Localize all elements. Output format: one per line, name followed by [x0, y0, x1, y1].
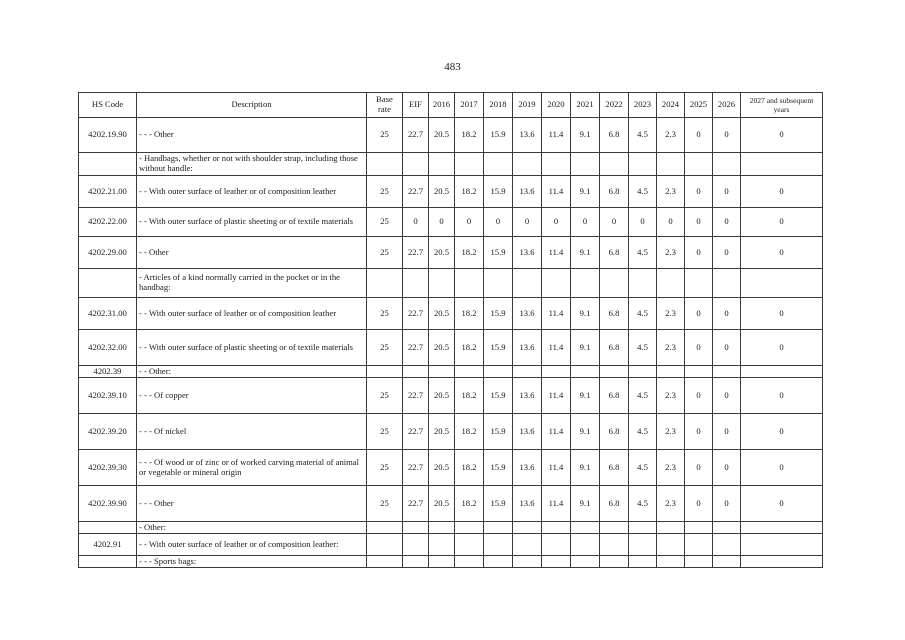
rate-cell: 20.5: [429, 237, 455, 269]
hs-code-cell: 4202.22.00: [79, 208, 137, 237]
rate-cell: 25: [367, 414, 403, 450]
rate-cell: [429, 269, 455, 298]
column-header: Description: [137, 93, 367, 118]
column-header: 2024: [657, 93, 685, 118]
description-cell: - Articles of a kind normally carried in the pocket or in the handbag:: [137, 269, 367, 298]
rate-cell: 0: [713, 486, 741, 522]
table-row: [79, 414, 823, 450]
column-header: 2016: [429, 93, 455, 118]
rate-cell: [513, 269, 542, 298]
rate-cell: 4.5: [629, 298, 657, 330]
rate-cell: [403, 556, 429, 568]
rate-cell: 4.5: [629, 237, 657, 269]
rate-cell: 11.4: [542, 237, 571, 269]
rate-cell: 6.8: [600, 298, 629, 330]
table-row: [79, 330, 823, 366]
hs-code-cell: 4202.39.20: [79, 414, 137, 450]
column-header: 2022: [600, 93, 629, 118]
rate-cell: 0: [713, 208, 741, 237]
rate-cell: [657, 366, 685, 378]
rate-cell: 0: [657, 208, 685, 237]
rate-cell: 25: [367, 176, 403, 208]
table-row: [79, 556, 823, 568]
rate-cell: [657, 153, 685, 176]
rate-cell: 20.5: [429, 330, 455, 366]
column-header: 2027 and subsequent years: [741, 93, 823, 118]
rate-cell: 6.8: [600, 176, 629, 208]
rate-cell: 20.5: [429, 176, 455, 208]
rate-cell: 0: [484, 208, 513, 237]
rate-cell: 15.9: [484, 330, 513, 366]
rate-cell: [484, 153, 513, 176]
column-header: 2023: [629, 93, 657, 118]
rate-cell: 0: [713, 176, 741, 208]
rate-cell: 4.5: [629, 486, 657, 522]
rate-cell: 9.1: [571, 237, 600, 269]
rate-cell: 11.4: [542, 378, 571, 414]
rate-cell: 0: [713, 298, 741, 330]
rate-cell: 15.9: [484, 378, 513, 414]
rate-cell: 6.8: [600, 414, 629, 450]
hs-code-cell: [79, 556, 137, 568]
rate-cell: 25: [367, 298, 403, 330]
rate-cell: 13.6: [513, 378, 542, 414]
rate-cell: [542, 522, 571, 534]
rate-cell: 22.7: [403, 118, 429, 153]
rate-cell: 18.2: [455, 414, 484, 450]
rate-cell: 0: [713, 330, 741, 366]
rate-cell: 0: [741, 208, 823, 237]
rate-cell: [367, 522, 403, 534]
rate-cell: 11.4: [542, 450, 571, 486]
column-header: 2020: [542, 93, 571, 118]
rate-cell: [741, 366, 823, 378]
rate-cell: 11.4: [542, 176, 571, 208]
rate-cell: 2.3: [657, 237, 685, 269]
rate-cell: 6.8: [600, 378, 629, 414]
hs-code-cell: 4202.39.30: [79, 450, 137, 486]
rate-cell: 18.2: [455, 176, 484, 208]
rate-cell: 0: [741, 378, 823, 414]
rate-cell: [455, 556, 484, 568]
rate-cell: 2.3: [657, 486, 685, 522]
rate-cell: 0: [685, 208, 713, 237]
rate-cell: [455, 522, 484, 534]
rate-cell: 6.8: [600, 450, 629, 486]
rate-cell: [403, 269, 429, 298]
rate-cell: 13.6: [513, 486, 542, 522]
rate-cell: [455, 534, 484, 556]
rate-cell: 9.1: [571, 378, 600, 414]
description-cell: - - - Sports bags:: [137, 556, 367, 568]
rate-cell: [600, 269, 629, 298]
rate-cell: 6.8: [600, 486, 629, 522]
rate-cell: 20.5: [429, 118, 455, 153]
rate-cell: [513, 366, 542, 378]
rate-cell: 0: [542, 208, 571, 237]
table-row: [79, 153, 823, 176]
rate-cell: 0: [685, 118, 713, 153]
table-row: [79, 298, 823, 330]
rate-cell: 9.1: [571, 330, 600, 366]
table-row: [79, 269, 823, 298]
rate-cell: [657, 269, 685, 298]
hs-code-cell: 4202.29.00: [79, 237, 137, 269]
rate-cell: 20.5: [429, 298, 455, 330]
description-cell: - - With outer surface of plastic sheeting or of textile materials: [137, 330, 367, 366]
rate-cell: 13.6: [513, 450, 542, 486]
rate-cell: 20.5: [429, 378, 455, 414]
hs-code-cell: 4202.19.90: [79, 118, 137, 153]
rate-cell: [629, 153, 657, 176]
hs-code-cell: 4202.21.00: [79, 176, 137, 208]
rate-cell: [713, 269, 741, 298]
rate-cell: [713, 556, 741, 568]
table-row: [79, 534, 823, 556]
hs-code-cell: 4202.39: [79, 366, 137, 378]
table-row: [79, 450, 823, 486]
rate-cell: [542, 153, 571, 176]
page-number: 483: [444, 61, 461, 73]
rate-cell: 6.8: [600, 330, 629, 366]
rate-cell: [741, 556, 823, 568]
rate-cell: 13.6: [513, 176, 542, 208]
rate-cell: 18.2: [455, 378, 484, 414]
rate-cell: 25: [367, 208, 403, 237]
rate-cell: [713, 153, 741, 176]
rate-cell: [403, 522, 429, 534]
rate-cell: 22.7: [403, 330, 429, 366]
description-cell: - Other:: [137, 522, 367, 534]
rate-cell: [367, 366, 403, 378]
rate-cell: 0: [600, 208, 629, 237]
rate-cell: [513, 534, 542, 556]
rate-cell: 2.3: [657, 176, 685, 208]
rate-cell: 15.9: [484, 237, 513, 269]
rate-cell: [685, 269, 713, 298]
rate-cell: 18.2: [455, 486, 484, 522]
hs-code-cell: 4202.39.90: [79, 486, 137, 522]
rate-cell: [367, 153, 403, 176]
description-cell: - - - Of copper: [137, 378, 367, 414]
table-row: [79, 366, 823, 378]
rate-cell: 22.7: [403, 298, 429, 330]
rate-cell: 13.6: [513, 298, 542, 330]
rate-cell: [367, 534, 403, 556]
rate-cell: 20.5: [429, 414, 455, 450]
rate-cell: [403, 534, 429, 556]
rate-cell: [685, 366, 713, 378]
rate-cell: 9.1: [571, 486, 600, 522]
rate-cell: 0: [741, 486, 823, 522]
rate-cell: 0: [741, 118, 823, 153]
rate-cell: 25: [367, 237, 403, 269]
rate-cell: [741, 153, 823, 176]
rate-cell: 0: [713, 414, 741, 450]
hs-code-cell: [79, 269, 137, 298]
rate-cell: [571, 556, 600, 568]
rate-cell: [629, 534, 657, 556]
table-row: [79, 486, 823, 522]
rate-cell: 20.5: [429, 486, 455, 522]
rate-cell: [713, 522, 741, 534]
description-cell: - - - Of nickel: [137, 414, 367, 450]
hs-code-cell: 4202.39.10: [79, 378, 137, 414]
rate-cell: [600, 366, 629, 378]
rate-cell: 0: [741, 298, 823, 330]
table-row: [79, 378, 823, 414]
rate-cell: [685, 522, 713, 534]
rate-cell: 4.5: [629, 176, 657, 208]
rate-cell: 2.3: [657, 298, 685, 330]
rate-cell: 11.4: [542, 414, 571, 450]
rate-cell: [513, 522, 542, 534]
rate-cell: [513, 153, 542, 176]
rate-cell: [741, 534, 823, 556]
rate-cell: [629, 366, 657, 378]
tariff-schedule-table: [78, 92, 823, 568]
rate-cell: [403, 153, 429, 176]
rate-cell: [429, 153, 455, 176]
rate-cell: 0: [741, 414, 823, 450]
rate-cell: 25: [367, 330, 403, 366]
rate-cell: 15.9: [484, 118, 513, 153]
rate-cell: [455, 269, 484, 298]
rate-cell: 0: [685, 486, 713, 522]
hs-code-cell: [79, 522, 137, 534]
table-body: [79, 118, 823, 568]
column-header: Base rate: [367, 93, 403, 118]
rate-cell: 4.5: [629, 378, 657, 414]
rate-cell: 20.5: [429, 450, 455, 486]
rate-cell: [685, 153, 713, 176]
rate-cell: [600, 153, 629, 176]
column-header: 2017: [455, 93, 484, 118]
rate-cell: 4.5: [629, 414, 657, 450]
rate-cell: 2.3: [657, 378, 685, 414]
rate-cell: 0: [685, 414, 713, 450]
rate-cell: 0: [713, 118, 741, 153]
column-header: 2021: [571, 93, 600, 118]
description-cell: - - Other:: [137, 366, 367, 378]
rate-cell: [600, 534, 629, 556]
rate-cell: [685, 534, 713, 556]
rate-cell: 4.5: [629, 450, 657, 486]
rate-cell: [429, 366, 455, 378]
rate-cell: 18.2: [455, 450, 484, 486]
rate-cell: [403, 366, 429, 378]
rate-cell: 0: [713, 450, 741, 486]
rate-cell: [484, 366, 513, 378]
hs-code-cell: 4202.32.00: [79, 330, 137, 366]
rate-cell: 22.7: [403, 486, 429, 522]
rate-cell: 11.4: [542, 330, 571, 366]
header-row: [79, 93, 823, 118]
rate-cell: [571, 153, 600, 176]
rate-cell: 11.4: [542, 298, 571, 330]
table-row: [79, 118, 823, 153]
rate-cell: 6.8: [600, 118, 629, 153]
rate-cell: [542, 269, 571, 298]
rate-cell: 15.9: [484, 486, 513, 522]
rate-cell: [685, 556, 713, 568]
rate-cell: [657, 522, 685, 534]
rate-cell: [741, 522, 823, 534]
rate-cell: 18.2: [455, 298, 484, 330]
rate-cell: 0: [741, 176, 823, 208]
rate-cell: 25: [367, 378, 403, 414]
rate-cell: 22.7: [403, 176, 429, 208]
column-header: 2018: [484, 93, 513, 118]
rate-cell: 0: [629, 208, 657, 237]
rate-cell: 25: [367, 486, 403, 522]
hs-code-cell: 4202.91: [79, 534, 137, 556]
description-cell: - - With outer surface of leather or of composition leather: [137, 298, 367, 330]
rate-cell: [367, 556, 403, 568]
rate-cell: [629, 269, 657, 298]
rate-cell: [657, 556, 685, 568]
column-header: 2025: [685, 93, 713, 118]
rate-cell: [513, 556, 542, 568]
rate-cell: [484, 556, 513, 568]
rate-cell: 2.3: [657, 414, 685, 450]
rate-cell: [542, 534, 571, 556]
rate-cell: [571, 366, 600, 378]
rate-cell: [741, 269, 823, 298]
description-cell: - - With outer surface of plastic sheeting or of textile materials: [137, 208, 367, 237]
rate-cell: 9.1: [571, 450, 600, 486]
rate-cell: [542, 556, 571, 568]
rate-cell: [629, 556, 657, 568]
table-row: [79, 522, 823, 534]
rate-cell: 9.1: [571, 118, 600, 153]
table-row: [79, 237, 823, 269]
description-cell: - - - Of wood or of zinc or of worked carving material of animal or vegetable or mineral origin: [137, 450, 367, 486]
rate-cell: 15.9: [484, 298, 513, 330]
column-header: EIF: [403, 93, 429, 118]
rate-cell: 11.4: [542, 118, 571, 153]
rate-cell: 0: [713, 237, 741, 269]
rate-cell: 15.9: [484, 176, 513, 208]
rate-cell: 9.1: [571, 414, 600, 450]
rate-cell: 13.6: [513, 118, 542, 153]
rate-cell: 0: [685, 330, 713, 366]
column-header: 2019: [513, 93, 542, 118]
rate-cell: 13.6: [513, 237, 542, 269]
rate-cell: 22.7: [403, 450, 429, 486]
rate-cell: 18.2: [455, 118, 484, 153]
rate-cell: [713, 366, 741, 378]
rate-cell: 22.7: [403, 414, 429, 450]
rate-cell: [484, 522, 513, 534]
rate-cell: 0: [403, 208, 429, 237]
rate-cell: 22.7: [403, 378, 429, 414]
rate-cell: 0: [685, 450, 713, 486]
rate-cell: 22.7: [403, 237, 429, 269]
table-row: [79, 208, 823, 237]
description-cell: - - - Other: [137, 486, 367, 522]
rate-cell: [455, 366, 484, 378]
rate-cell: [429, 534, 455, 556]
description-cell: - - With outer surface of leather or of composition leather:: [137, 534, 367, 556]
rate-cell: [484, 534, 513, 556]
rate-cell: [713, 534, 741, 556]
rate-cell: [429, 556, 455, 568]
rate-cell: 13.6: [513, 330, 542, 366]
description-cell: - - Other: [137, 237, 367, 269]
rate-cell: 18.2: [455, 330, 484, 366]
column-header: 2026: [713, 93, 741, 118]
rate-cell: 2.3: [657, 450, 685, 486]
rate-cell: 0: [455, 208, 484, 237]
column-header: HS Code: [79, 93, 137, 118]
rate-cell: 0: [741, 237, 823, 269]
rate-cell: 0: [513, 208, 542, 237]
rate-cell: 6.8: [600, 237, 629, 269]
rate-cell: 0: [685, 176, 713, 208]
rate-cell: [484, 269, 513, 298]
rate-cell: 11.4: [542, 486, 571, 522]
rate-cell: [571, 269, 600, 298]
rate-cell: [629, 522, 657, 534]
rate-cell: [571, 534, 600, 556]
rate-cell: [542, 366, 571, 378]
rate-cell: [429, 522, 455, 534]
rate-cell: 0: [713, 378, 741, 414]
rate-cell: 9.1: [571, 176, 600, 208]
description-cell: - - With outer surface of leather or of composition leather: [137, 176, 367, 208]
rate-cell: 0: [741, 330, 823, 366]
rate-cell: 0: [429, 208, 455, 237]
rate-cell: 0: [685, 237, 713, 269]
rate-cell: 4.5: [629, 330, 657, 366]
rate-cell: [657, 534, 685, 556]
rate-cell: 4.5: [629, 118, 657, 153]
description-cell: - Handbags, whether or not with shoulder strap, including those without handle:: [137, 153, 367, 176]
rate-cell: 9.1: [571, 298, 600, 330]
rate-cell: 25: [367, 450, 403, 486]
rate-cell: 13.6: [513, 414, 542, 450]
rate-cell: 0: [685, 298, 713, 330]
rate-cell: [367, 269, 403, 298]
rate-cell: [600, 556, 629, 568]
rate-cell: [455, 153, 484, 176]
rate-cell: 18.2: [455, 237, 484, 269]
rate-cell: 0: [571, 208, 600, 237]
hs-code-cell: 4202.31.00: [79, 298, 137, 330]
hs-code-cell: [79, 153, 137, 176]
rate-cell: 0: [685, 378, 713, 414]
rate-cell: 15.9: [484, 450, 513, 486]
description-cell: - - - Other: [137, 118, 367, 153]
rate-cell: 2.3: [657, 330, 685, 366]
rate-cell: [571, 522, 600, 534]
rate-cell: [600, 522, 629, 534]
rate-cell: 15.9: [484, 414, 513, 450]
rate-cell: 25: [367, 118, 403, 153]
rate-cell: 0: [741, 450, 823, 486]
table-row: [79, 176, 823, 208]
rate-cell: 2.3: [657, 118, 685, 153]
